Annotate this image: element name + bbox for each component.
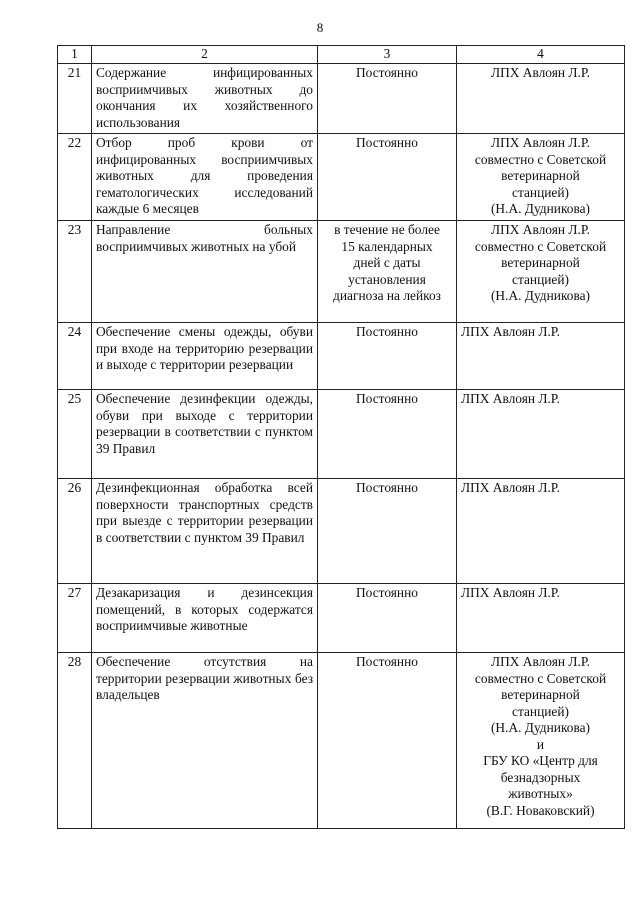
table-row: [58, 134, 625, 221]
responsible-line: ЛПХ Авлоян Л.Р.: [461, 391, 560, 406]
term-cell: [318, 584, 457, 653]
term-cell: [318, 653, 457, 829]
table-row: [58, 323, 625, 390]
responsible-line: станцией): [512, 703, 569, 719]
term-line: Постоянно: [356, 480, 418, 495]
term-line: Постоянно: [356, 65, 418, 80]
responsible-cell: [457, 64, 625, 134]
term-line: установления: [348, 271, 426, 287]
row-number: 25: [58, 390, 92, 479]
responsible-line: ЛПХ Авлоян Л.Р.: [491, 654, 590, 669]
table-row: [58, 584, 625, 653]
header-cell-3: 3: [318, 46, 457, 64]
table-row: [58, 653, 625, 829]
responsible-line: ЛПХ Авлоян Л.Р.: [461, 324, 560, 339]
responsible-cell: [457, 479, 625, 584]
responsible-cell: [457, 390, 625, 479]
header-cell-4: 4: [457, 46, 625, 64]
responsible-line: ветеринарной: [501, 255, 580, 270]
row-number: 26: [58, 479, 92, 584]
table-row: [58, 390, 625, 479]
term-line: 15 календарных: [341, 238, 433, 254]
responsible-line: безнадзорных: [500, 769, 581, 785]
header-cell-1: 1: [58, 46, 92, 64]
responsible-line: ЛПХ Авлоян Л.Р.: [461, 480, 560, 495]
measure-cell: Содержание инфицированных восприимчивых животных до окончания их хозяйственного использования: [92, 64, 318, 134]
measure-cell: Дезакаризация и дезинсекция помещений, в которых содержатся восприимчивые животные: [92, 584, 318, 653]
responsible-line: ветеринарной: [501, 687, 580, 702]
responsible-line: ГБУ КО «Центр для: [483, 753, 598, 768]
responsible-line: ветеринарной: [501, 168, 580, 183]
term-cell: [318, 390, 457, 479]
term-line: в течение не более: [334, 222, 440, 237]
measure-cell: Обеспечение дезинфекции одежды, обуви при выходе с территории резервации в соответствии с пунктом 39 Правил: [92, 390, 318, 479]
row-number: 27: [58, 584, 92, 653]
row-number: 23: [58, 221, 92, 323]
responsible-line: совместно с Советской: [474, 670, 607, 686]
term-line: Постоянно: [356, 324, 418, 339]
term-line: диагноза на лейкоз: [333, 288, 441, 303]
page-number: 8: [316, 20, 324, 35]
responsible-line: ЛПХ Авлоян Л.Р.: [491, 65, 590, 80]
row-number: 24: [58, 323, 92, 390]
term-cell: [318, 479, 457, 584]
responsible-line: станцией): [512, 184, 569, 200]
measure-cell: Направление больных восприимчивых животных на убой: [92, 221, 318, 323]
term-line: Постоянно: [356, 391, 418, 406]
term-line: Постоянно: [356, 135, 418, 150]
term-cell: [318, 64, 457, 134]
responsible-line: совместно с Советской: [474, 151, 607, 167]
responsible-line: (Н.А. Дудникова): [490, 720, 591, 735]
measure-cell: Отбор проб крови от инфицированных восприимчивых животных для проведения гематологических исследований каждые 6 месяцев: [92, 134, 318, 221]
row-number: 22: [58, 134, 92, 221]
measure-cell: Обеспечение смены одежды, обуви при входе на территорию резервации и выходе с территории резервации: [92, 323, 318, 390]
table-row: [58, 64, 625, 134]
term-line: дней с даты: [353, 255, 421, 270]
measure-cell: Обеспечение отсутствия на территории резервации животных без владельцев: [92, 653, 318, 829]
responsible-cell: [457, 323, 625, 390]
row-number: 21: [58, 64, 92, 134]
table-row: [58, 221, 625, 323]
term-line: Постоянно: [356, 585, 418, 600]
term-cell: [318, 134, 457, 221]
responsible-line: (Н.А. Дудникова): [490, 288, 591, 303]
responsible-cell: [457, 653, 625, 829]
responsible-line: ЛПХ Авлоян Л.Р.: [461, 585, 560, 600]
table-row: [58, 479, 625, 584]
responsible-cell: [457, 221, 625, 323]
term-cell: [318, 221, 457, 323]
table-header-row: [58, 46, 625, 64]
responsible-line: животных»: [508, 786, 573, 801]
term-line: Постоянно: [356, 654, 418, 669]
responsible-line: станцией): [512, 271, 569, 287]
responsible-line: совместно с Советской: [474, 238, 607, 254]
row-number: 28: [58, 653, 92, 829]
responsible-cell: [457, 584, 625, 653]
measures-table: [57, 45, 625, 829]
responsible-line: ЛПХ Авлоян Л.Р.: [491, 222, 590, 237]
responsible-cell: [457, 134, 625, 221]
header-cell-2: 2: [92, 46, 318, 64]
responsible-line: ЛПХ Авлоян Л.Р.: [491, 135, 590, 150]
responsible-line: (В.Г. Новаковский): [486, 802, 595, 818]
measure-cell: Дезинфекционная обработка всей поверхности транспортных средств при выезде с территории резервации в соответствии с пунктом 39 Правил: [92, 479, 318, 584]
responsible-line: (Н.А. Дудникова): [490, 201, 591, 216]
responsible-line: и: [536, 736, 545, 752]
term-cell: [318, 323, 457, 390]
